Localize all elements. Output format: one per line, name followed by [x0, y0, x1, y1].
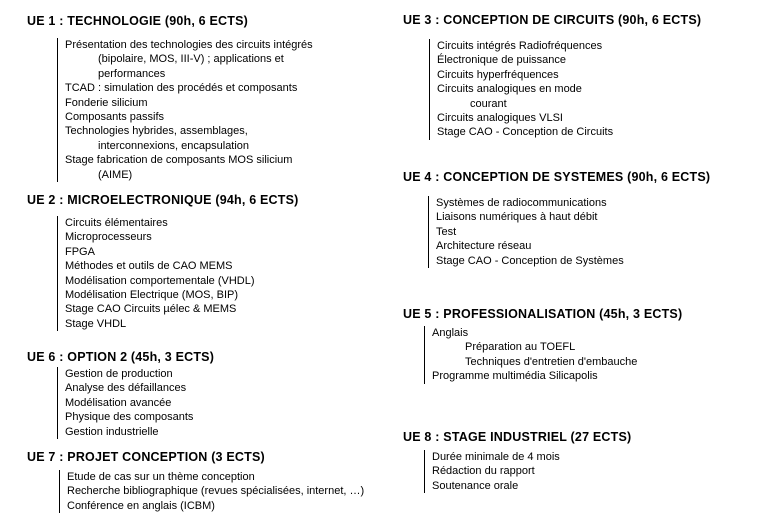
list-item: Gestion de production [65, 368, 173, 380]
list-item: Composants passifs [65, 111, 165, 124]
ue3-section [403, 12, 701, 140]
list-item: Technologies hybrides, assemblages, [65, 125, 248, 138]
list-item: Circuits intégrés Radiofréquences [437, 40, 603, 52]
list-item: (bipolaire, MOS, III-V) ; applications et [98, 53, 284, 66]
list-item: Physique des composants [65, 411, 194, 424]
ue4-section [403, 169, 710, 268]
list-item: Microprocesseurs [65, 231, 152, 244]
list-item: Méthodes et outils de CAO MEMS [65, 260, 233, 273]
list-item: Systèmes de radiocommunications [436, 197, 607, 209]
list-item: Circuits hyperfréquences [437, 68, 559, 81]
ue7-list [59, 470, 364, 513]
list-item: Anglais [432, 327, 469, 339]
ue1-title: UE 1 : TECHNOLOGIE (90h, 6 ECTS) [27, 14, 249, 28]
list-item: Liaisons numériques à haut débit [436, 211, 598, 224]
ue2-title: UE 2 : MICROELECTRONIQUE (94h, 6 ECTS) [27, 193, 299, 207]
list-item: Techniques d'entretien d'embauche [465, 355, 638, 368]
list-item: Circuits analogiques en mode [437, 83, 582, 96]
ue4-title: UE 4 : CONCEPTION DE SYSTEMES (90h, 6 ECTS) [403, 170, 711, 184]
list-item: interconnexions, encapsulation [98, 139, 250, 152]
list-item: performances [98, 67, 166, 80]
list-item: Modélisation Electrique (MOS, BIP) [65, 289, 239, 302]
ue2-section [27, 192, 299, 331]
list-item: Circuits analogiques VLSI [437, 112, 563, 125]
list-item: Soutenance orale [432, 479, 519, 492]
list-item: Test [436, 225, 457, 238]
ue5-section [403, 306, 682, 384]
ue5-title: UE 5 : PROFESSIONALISATION (45h, 3 ECTS) [403, 307, 683, 321]
ue3-title: UE 3 : CONCEPTION DE CIRCUITS (90h, 6 ECTS) [403, 13, 702, 27]
list-item: Stage CAO Circuits µélec & MEMS [65, 303, 237, 316]
ue8-list [424, 450, 631, 493]
list-item: Stage CAO - Conception de Circuits [437, 126, 614, 139]
ue1-list [57, 38, 313, 182]
ue5-list [424, 326, 682, 384]
ue8-title: UE 8 : STAGE INDUSTRIEL (27 ECTS) [403, 430, 632, 444]
list-item: Modélisation avancée [65, 396, 172, 409]
list-item: Fonderie silicium [65, 96, 148, 109]
list-item: Préparation au TOEFL [465, 341, 576, 354]
ue8-section [403, 429, 631, 493]
list-item: Analyse des défaillances [65, 382, 187, 395]
list-item: Programme multimédia Silicapolis [432, 370, 598, 383]
list-item: Conférence en anglais (ICBM) [67, 499, 215, 512]
list-item: (AIME) [98, 168, 133, 181]
list-item: Stage fabrication de composants MOS silicium [65, 154, 293, 167]
list-item: FPGA [65, 245, 95, 258]
ue6-list [57, 367, 214, 439]
list-item: Modélisation comportementale (VHDL) [65, 274, 255, 287]
list-item: Présentation des technologies des circuits intégrés [65, 39, 313, 51]
list-item: Rédaction du rapport [432, 465, 535, 478]
ue7-section [27, 449, 364, 513]
list-item: Électronique de puissance [437, 54, 567, 67]
list-item: Gestion industrielle [65, 425, 159, 438]
ue7-title: UE 7 : PROJET CONCEPTION (3 ECTS) [27, 450, 265, 464]
ue1-section [27, 13, 313, 182]
ue6-title: UE 6 : OPTION 2 (45h, 3 ECTS) [27, 350, 215, 364]
list-item: Architecture réseau [436, 240, 532, 253]
ue3-list [429, 39, 701, 140]
list-item: Etude de cas sur un thème conception [67, 471, 255, 483]
list-item: courant [470, 97, 507, 110]
ue2-list [57, 216, 299, 331]
list-item: Circuits élémentaires [65, 217, 168, 229]
list-item: TCAD : simulation des procédés et composants [65, 82, 298, 95]
ue6-section [27, 349, 214, 439]
list-item: Durée minimale de 4 mois [432, 451, 560, 463]
ue4-list [428, 196, 710, 268]
list-item: Stage CAO - Conception de Systèmes [436, 254, 624, 267]
list-item: Stage VHDL [65, 317, 127, 330]
list-item: Recherche bibliographique (revues spécialisées, internet, …) [67, 485, 365, 498]
